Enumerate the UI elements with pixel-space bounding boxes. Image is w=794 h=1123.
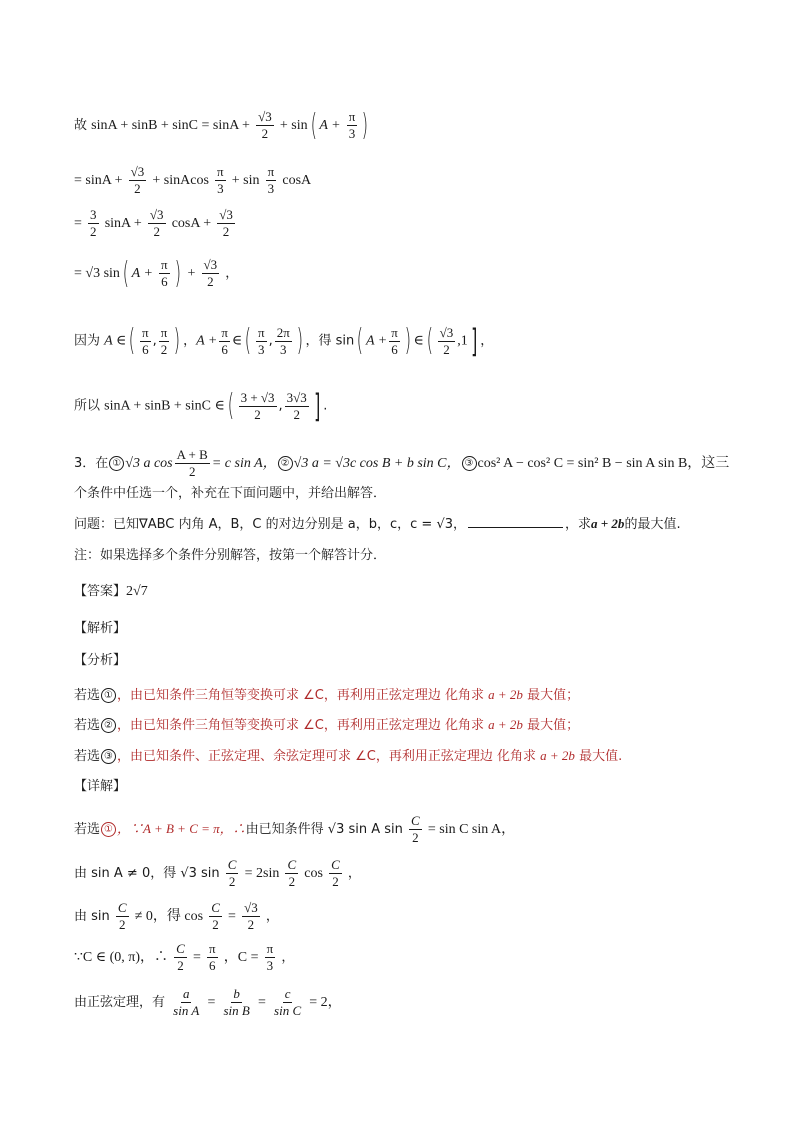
derivation-line-3 <box>74 208 237 239</box>
paren-right: ) <box>296 323 303 358</box>
text: 若选 <box>74 718 101 733</box>
fraction: $\frac{√3}{2}$ <box>244 900 258 932</box>
math-expression: A + <box>196 333 218 349</box>
math-expression: cos² A − cos² C = sin² B − sin A sin B，这三 <box>477 456 730 471</box>
paren-right: ) <box>361 107 369 143</box>
fraction: $\frac{\pi}{2}$ <box>160 324 168 357</box>
math-expression: a + 2b <box>488 717 523 732</box>
text: 由正弦定理，有 <box>74 995 166 1010</box>
fraction: $\frac{a}{\text{sin A}}$ <box>173 986 200 1018</box>
text: ，求 <box>565 517 592 532</box>
answer-value: 2√7 <box>126 584 148 599</box>
bracket-right: ] <box>313 387 321 425</box>
math-expression: √3 a cos <box>125 456 173 471</box>
fraction: $\frac{2\pi}{3}$ <box>276 324 290 357</box>
text: 最大值； <box>527 718 580 733</box>
math-expression: = <box>207 995 216 1010</box>
paren-left: ( <box>244 323 252 358</box>
paren-left: ( <box>128 323 136 358</box>
circled-two: ② <box>278 456 293 471</box>
text: 个条件中任选一个，补充在下面问题中，并给出解答． <box>74 486 387 501</box>
fraction: $\frac{\pi}{3}$ <box>266 941 274 973</box>
circled-three: ③ <box>462 456 477 471</box>
fraction: $\frac{\pi}{6}$ <box>209 941 216 973</box>
derivation-line-1 <box>74 107 371 143</box>
text: 【详解】 <box>74 779 127 794</box>
question-3-line-2 <box>74 485 386 503</box>
text: . <box>323 398 328 414</box>
circled-one: ① <box>101 688 116 703</box>
question-number: 3．在 <box>74 456 109 471</box>
math-expression: cosA <box>282 173 312 188</box>
circled-two: ② <box>101 718 116 733</box>
paren-left: ( <box>227 388 234 423</box>
text: 【解析】 <box>74 621 127 636</box>
paren-right: ) <box>404 323 411 358</box>
text: ， <box>265 909 279 924</box>
answer-blank[interactable] <box>468 515 563 528</box>
xiangjie-label <box>74 778 126 796</box>
fraction: $\frac{\pi}{6}$ <box>221 324 228 357</box>
math-expression: = <box>228 909 236 924</box>
answer-label: 【答案】 <box>74 584 127 599</box>
math-expression: = <box>258 995 266 1010</box>
question-3-line-1 <box>74 448 729 479</box>
text: 问题：已知∇ABC 内角 A，B，C 的对边分别是 a，b，c，c = √3， <box>74 517 466 532</box>
fraction: $\frac{A + B}{2}$ <box>176 447 208 479</box>
fraction: $\frac{C}{2}$ <box>211 900 220 932</box>
jiexi-label <box>74 620 126 638</box>
text: ，由已知条件、正弦定理、余弦定理可求 ∠C，再利用正弦定理边 化角求 <box>117 749 537 764</box>
analysis-line-2 <box>74 716 579 735</box>
math-expression: ≠ 0，得 cos <box>134 909 204 924</box>
fraction: $\frac{C}{2}$ <box>227 857 237 889</box>
math-expression: sinA + <box>104 216 142 231</box>
detail-line-4 <box>74 942 294 973</box>
fraction: $\frac{C}{2}$ <box>287 857 297 889</box>
circled-one: ① <box>101 822 116 837</box>
detail-line-5 <box>74 987 342 1018</box>
text: 的最大值. <box>624 517 681 532</box>
fraction: $\frac{\pi}{3}$ <box>217 164 224 196</box>
math-expression: = <box>192 950 201 965</box>
fraction: $\frac{C}{2}$ <box>176 941 185 973</box>
text: ， <box>183 333 197 349</box>
text: 最大值； <box>527 688 580 703</box>
detail-line-1 <box>74 814 515 845</box>
bracket-right: ] <box>470 322 478 360</box>
paren-right: ) <box>174 255 181 291</box>
paren-left: ( <box>310 107 317 143</box>
fraction: $\frac{C}{2}$ <box>117 900 127 932</box>
math-expression: a + 2b <box>540 748 575 763</box>
math-expression: A ∈ <box>104 333 127 349</box>
fraction: $\frac{√3}{2}$ <box>219 207 233 239</box>
text: 故 <box>74 118 88 133</box>
math-expression: cosA + <box>171 216 212 231</box>
text: ， <box>225 266 239 281</box>
text: 由已知条件得 √3 sin A sin <box>245 822 403 837</box>
fraction: $\frac{\pi}{6}$ <box>161 257 168 289</box>
fraction: $\frac{\pi}{3}$ <box>348 109 356 141</box>
math-expression: + sinAcos <box>152 173 209 188</box>
fraction: $\frac{C}{2}$ <box>331 857 340 889</box>
question-3-problem <box>74 515 681 534</box>
fraction: $\frac{√3}{2}$ <box>130 164 145 196</box>
math-expression: ∵C ∈ (0, π)，∴ <box>74 950 169 965</box>
fraction: $\frac{√3}{2}$ <box>258 109 272 141</box>
math-expression: + <box>187 266 196 281</box>
fraction: $\frac{c}{\text{sin C}}$ <box>274 986 302 1018</box>
math-expression: ,1 <box>457 333 468 349</box>
text: 若选 <box>74 822 101 837</box>
fraction: $\frac{3}{2}$ <box>90 207 97 239</box>
math-expression: = <box>74 216 82 231</box>
text: ， <box>281 950 295 965</box>
fraction: $\frac{\pi}{6}$ <box>142 324 149 357</box>
math-expression: sinA + sinB + sinC = sinA + <box>91 118 250 133</box>
math-expression: ∈ <box>231 333 243 349</box>
fraction: $\frac{3√3}{2}$ <box>286 389 307 422</box>
math-expression: ，C = <box>223 950 259 965</box>
text: 由 sin <box>74 909 110 924</box>
fenxi-label <box>74 652 126 670</box>
math-expression: = sin C sin A， <box>427 822 516 837</box>
fraction: $\frac{\pi}{3}$ <box>267 164 275 196</box>
derivation-line-6: 所以 sinA + sinB + sinC ∈( $\frac{3 + √3}{2}$ , $\frac{3√3}{2}$ ] . <box>74 387 328 425</box>
fraction: $\frac{b}{\text{sin B}}$ <box>223 986 250 1018</box>
text: 最大值. <box>579 749 623 764</box>
circled-three: ③ <box>101 749 116 764</box>
text: 所以 <box>74 398 101 414</box>
text: ，由已知条件三角恒等变换可求 ∠C，再利用正弦定理边 化角求 <box>117 718 485 733</box>
math-expression: √3 a = √3c cos B + b sin C， <box>293 456 461 471</box>
text: 由 sin A ≠ 0，得 √3 sin <box>74 866 220 881</box>
fraction: $\frac{\pi}{3}$ <box>258 324 265 357</box>
paren-left: ( <box>356 323 364 358</box>
detail-line-3 <box>74 901 279 932</box>
paren-left: ( <box>426 323 434 358</box>
paren-right: ) <box>173 323 181 358</box>
math-expression: = 2sin <box>244 866 280 881</box>
derivation-line-4 <box>74 255 239 291</box>
text: ，由已知条件三角恒等变换可求 ∠C，再利用正弦定理边 化角求 <box>117 688 485 703</box>
math-expression: sinA + sinB + sinC ∈ <box>104 398 225 414</box>
text: ， <box>480 333 494 349</box>
derivation-line-5: 因为 A ∈( $\frac{\pi}{6}$ , $\frac{\pi}{2}$ ) ，A + $\frac{\pi}{6}$ ∈( $\frac{\pi}{3}$ , $\frac{2\pi}{3}$ ) ，得 sin( A + $\frac{\pi}{6}$ ) ∈( $\frac{√3}{2}$ ,1] ， <box>74 322 494 360</box>
text: ， <box>347 866 361 881</box>
text: 若选 <box>74 749 101 764</box>
text: 若选 <box>74 688 101 703</box>
fraction: $\frac{√3}{2}$ <box>439 324 454 357</box>
math-expression: = 2， <box>309 995 342 1010</box>
analysis-line-3 <box>74 747 622 766</box>
analysis-line-1 <box>74 686 579 705</box>
math-expression: + sin <box>231 173 260 188</box>
paren-left: ( <box>122 255 130 291</box>
math-expression: A + <box>131 266 153 281</box>
math-expression: a + 2b <box>488 687 523 702</box>
math-expression: ，∵A + B + C = π，∴ <box>117 821 246 836</box>
math-expression: + sin <box>279 118 308 133</box>
math-expression: cos <box>304 866 323 881</box>
text: ，得 sin <box>305 333 355 349</box>
fraction: $\frac{√3}{2}$ <box>149 207 164 239</box>
circled-one: ① <box>109 456 124 471</box>
derivation-line-2 <box>74 165 311 196</box>
detail-line-2 <box>74 858 361 889</box>
text: 注：如果选择多个条件分别解答，按第一个解答计分． <box>74 548 387 563</box>
math-expression: A + <box>319 118 341 133</box>
fraction: $\frac{\pi}{6}$ <box>391 324 398 357</box>
question-3-note <box>74 547 386 565</box>
math-expression: a + 2b <box>591 516 625 531</box>
math-expression: A + <box>366 333 388 349</box>
answer-line <box>74 583 148 601</box>
fraction: $\frac{3 + √3}{2}$ <box>240 389 275 422</box>
fraction: $\frac{C}{2}$ <box>411 813 420 845</box>
math-expression: = sinA + <box>74 173 123 188</box>
fraction: $\frac{√3}{2}$ <box>203 257 218 289</box>
text: 【分析】 <box>74 653 127 668</box>
math-expression: ∈ <box>413 333 424 349</box>
math-expression: = √3 sin <box>74 266 120 281</box>
math-expression: = c sin A， <box>211 456 277 471</box>
text: 因为 <box>74 333 101 349</box>
